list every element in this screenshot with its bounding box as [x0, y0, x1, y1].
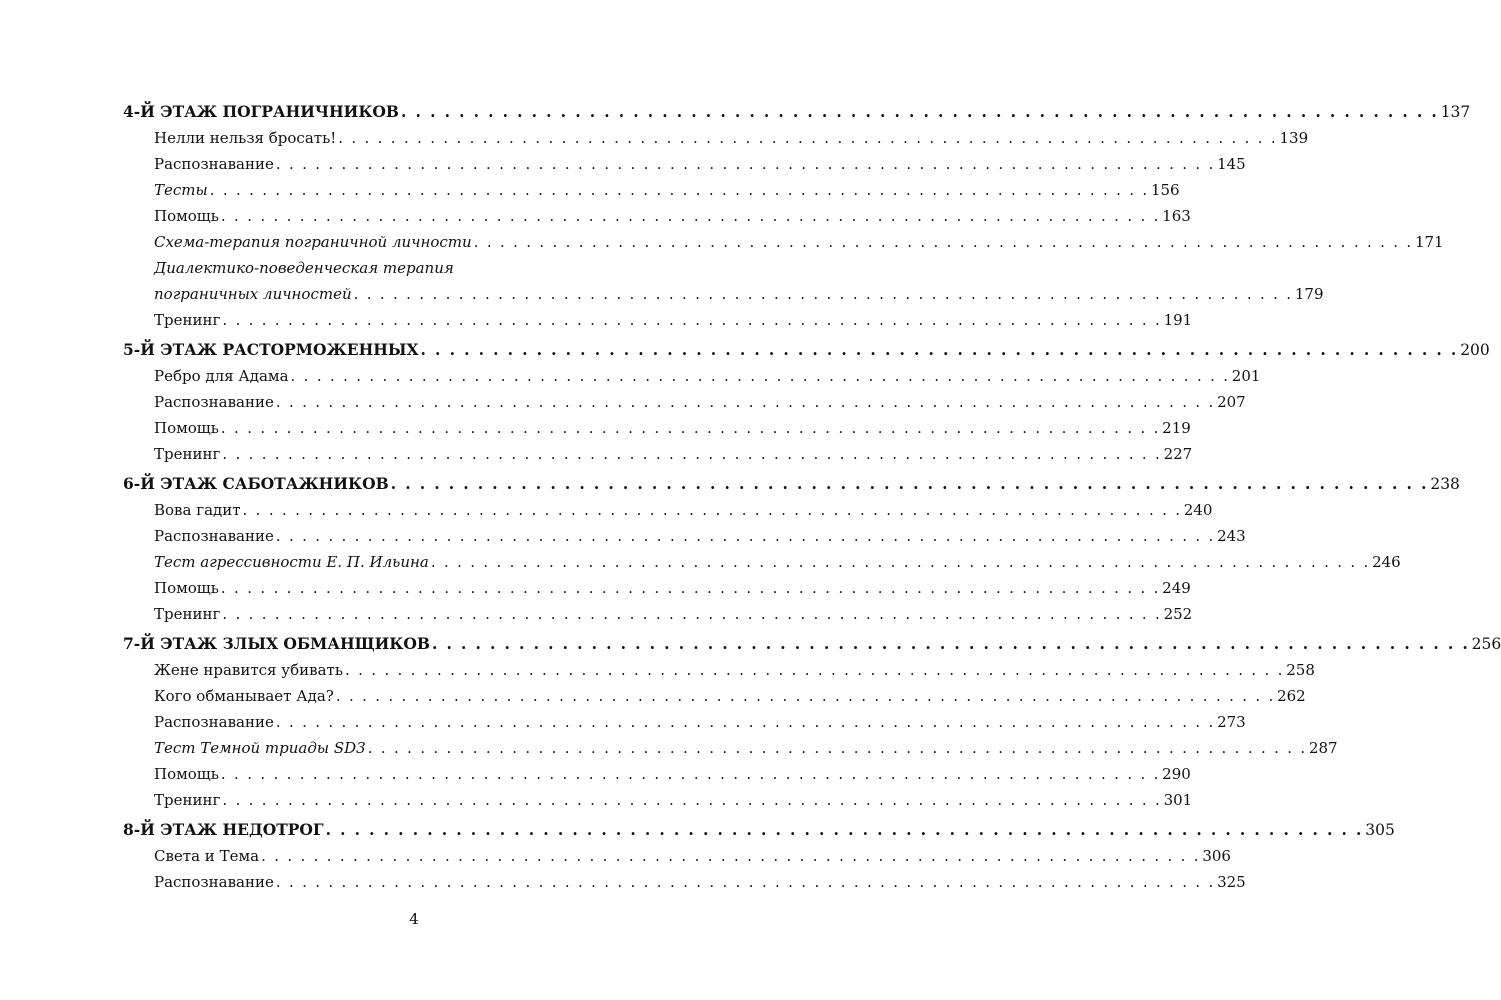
toc-leader-dots: . . . . . . . . . . . . . . . . . . . . . . . . . . . . . . . . . . . . . . . . . . . . . . . . . . . . . . . . . . . . . . . . . . . . . . . . [242, 501, 1182, 519]
toc-leader-dots: . . . . . . . . . . . . . . . . . . . . . . . . . . . . . . . . . . . . . . . . . . . . . . . . . . . . . . . . . . . . . . . . . . . . . . . . [222, 605, 1162, 623]
toc-leader-dots: . . . . . . . . . . . . . . . . . . . . . . . . . . . . . . . . . . . . . . . . . . . . . . . . . . . . . . . . . . . . . . . . . . . . . . . . [222, 791, 1162, 809]
toc-leader-dots: . . . . . . . . . . . . . . . . . . . . . . . . . . . . . . . . . . . . . . . . . . . . . . . . . . . . . . . . . . . . . . . . . . . . . . . . [390, 474, 1429, 493]
toc-page-number: 273 [1217, 713, 1246, 731]
toc-chapter-title: 4-Й ЭТАЖ ПОГРАНИЧНИКОВ [123, 102, 400, 121]
toc-page-number: 258 [1286, 661, 1315, 679]
toc-chapter-title: 6-Й ЭТАЖ САБОТАЖНИКОВ [123, 474, 389, 493]
toc-chapter-title: 8-Й ЭТАЖ НЕДОТРОГ [123, 820, 324, 839]
toc-page-number: 243 [1217, 527, 1246, 545]
toc-leader-dots: . . . . . . . . . . . . . . . . . . . . . . . . . . . . . . . . . . . . . . . . . . . . . . . . . . . . . . . . . . . . . . . . . . . . . . . . [275, 155, 1216, 173]
toc-entry-row [123, 843, 1231, 869]
toc-entry-title: Помощь [154, 419, 219, 437]
toc-entry-row [123, 255, 705, 281]
toc-entry-title: Помощь [154, 579, 219, 597]
toc-entry-title: Тренинг [154, 445, 221, 463]
toc-leader-dots: . . . . . . . . . . . . . . . . . . . . . . . . . . . . . . . . . . . . . . . . . . . . . . . . . . . . . . . . . . . . . . . . . . . . . . . . [275, 393, 1216, 411]
toc-entry-title: Кого обманывает Ада? [154, 687, 334, 705]
toc-leader-dots: . . . . . . . . . . . . . . . . . . . . . . . . . . . . . . . . . . . . . . . . . . . . . . . . . . . . . . . . . . . . . . . . . . . . . . . . [367, 739, 1307, 757]
toc-leader-dots: . . . . . . . . . . . . . . . . . . . . . . . . . . . . . . . . . . . . . . . . . . . . . . . . . . . . . . . . . . . . . . . . . . . . . . . . [353, 285, 1293, 303]
toc-page-number: 252 [1163, 605, 1193, 623]
toc-leader-dots: . . . . . . . . . . . . . . . . . . . . . . . . . . . . . . . . . . . . . . . . . . . . . . . . . . . . . . . . . . . . . . . . . . . . . . . . [430, 553, 1371, 571]
toc-entry-title: Тесты [154, 181, 208, 199]
toc-page-number: 171 [1414, 233, 1444, 251]
toc-entry-title: Вова гадит [154, 501, 241, 519]
toc-leader-dots: . . . . . . . . . . . . . . . . . . . . . . . . . . . . . . . . . . . . . . . . . . . . . . . . . . . . . . . . . . . . . . . . . . . . . . . . [261, 847, 1201, 865]
toc-entry-row [123, 441, 1193, 467]
toc-leader-dots: . . . . . . . . . . . . . . . . . . . . . . . . . . . . . . . . . . . . . . . . . . . . . . . . . . . . . . . . . . . . . . . . . . . . . . . . [473, 233, 1413, 251]
toc-entry-title: Жене нравится убивать [154, 661, 343, 679]
toc-entry-row [123, 575, 1191, 601]
toc-entry-title: Тренинг [154, 791, 221, 809]
toc-leader-dots: . . . . . . . . . . . . . . . . . . . . . . . . . . . . . . . . . . . . . . . . . . . . . . . . . . . . . . . . . . . . . . . . . . . . . . . . [222, 311, 1162, 329]
toc-entry-row [123, 497, 1213, 523]
toc-page-number: 207 [1217, 393, 1246, 411]
toc-leader-dots: . . . . . . . . . . . . . . . . . . . . . . . . . . . . . . . . . . . . . . . . . . . . . . . . . . . . . . . . . . . . . . . . . . . . . . . . [275, 527, 1216, 545]
toc-entry-title: Тренинг [154, 311, 221, 329]
toc-entry-row [123, 657, 1315, 683]
toc-leader-dots: . . . . . . . . . . . . . . . . . . . . . . . . . . . . . . . . . . . . . . . . . . . . . . . . . . . . . . . . . . . . . . . . . . . . . . . . [290, 367, 1230, 385]
toc-entry-title: Тест Темной триады SD3 [154, 739, 366, 757]
toc-page-number: 249 [1162, 579, 1191, 597]
toc-leader-dots: . . . . . . . . . . . . . . . . . . . . . . . . . . . . . . . . . . . . . . . . . . . . . . . . . . . . . . . . . . . . . . . . . . . . . . . . [275, 873, 1216, 891]
toc-page-number: 306 [1202, 847, 1231, 865]
toc-leader-dots: . . . . . . . . . . . . . . . . . . . . . . . . . . . . . . . . . . . . . . . . . . . . . . . . . . . . . . . . . . . . . . . . . . . . . . . . [431, 634, 1470, 653]
toc-page-number: 325 [1217, 873, 1246, 891]
toc-entry-row [123, 281, 1324, 307]
toc-chapter-title: 5-Й ЭТАЖ РАСТОРМОЖЕННЫХ [123, 340, 419, 359]
toc-entry-title: Схема-терапия пограничной личности [154, 233, 472, 251]
toc-page-number: 191 [1163, 311, 1193, 329]
toc-entry-title: Распознавание [154, 155, 274, 173]
toc-page-number: 240 [1183, 501, 1213, 519]
toc-entry-row [123, 709, 1246, 735]
toc-leader-dots: . . . . . . . . . . . . . . . . . . . . . . . . . . . . . . . . . . . . . . . . . . . . . . . . . . . . . . . . . . . . . . . . . . . . . . . . [325, 820, 1364, 839]
toc-entry-title: Диалектико-поведенческая терапия [154, 259, 454, 277]
toc-leader-dots: . . . . . . . . . . . . . . . . . . . . . . . . . . . . . . . . . . . . . . . . . . . . . . . . . . . . . . . . . . . . . . . . . . . . . . . . [220, 207, 1161, 225]
toc-entry-row [123, 389, 1246, 415]
toc-entry-row [123, 415, 1191, 441]
toc-entry-row [123, 523, 1246, 549]
toc-chapter-row [123, 817, 1395, 843]
page-number: 4 [409, 910, 419, 928]
toc-leader-dots: . . . . . . . . . . . . . . . . . . . . . . . . . . . . . . . . . . . . . . . . . . . . . . . . . . . . . . . . . . . . . . . . . . . . . . . . [401, 102, 1439, 121]
toc-entry-row [123, 761, 1191, 787]
toc-page-number: 156 [1150, 181, 1180, 199]
toc-entry-row [123, 549, 1401, 575]
toc-entry-row [123, 177, 1180, 203]
toc-leader-dots: . . . . . . . . . . . . . . . . . . . . . . . . . . . . . . . . . . . . . . . . . . . . . . . . . . . . . . . . . . . . . . . . . . . . . . . . [338, 129, 1278, 147]
toc-leader-dots: . . . . . . . . . . . . . . . . . . . . . . . . . . . . . . . . . . . . . . . . . . . . . . . . . . . . . . . . . . . . . . . . . . . . . . . . [420, 340, 1459, 359]
toc-leader-dots: . . . . . . . . . . . . . . . . . . . . . . . . . . . . . . . . . . . . . . . . . . . . . . . . . . . . . . . . . . . . . . . . . . . . . . . . [220, 765, 1161, 783]
toc-entry-title: пограничных личностей [154, 285, 352, 303]
toc-leader-dots: . . . . . . . . . . . . . . . . . . . . . . . . . . . . . . . . . . . . . . . . . . . . . . . . . . . . . . . . . . . . . . . . . . . . . . . . [220, 579, 1161, 597]
toc-page-number: 238 [1430, 475, 1460, 493]
toc-page-number: 287 [1308, 739, 1338, 757]
toc-entry-row [123, 683, 1306, 709]
toc-page-number: 301 [1163, 791, 1193, 809]
toc-page-number: 246 [1372, 553, 1401, 571]
toc-page-number: 227 [1163, 445, 1193, 463]
toc-page-number: 290 [1162, 765, 1191, 783]
toc-chapter-row [123, 99, 1471, 125]
toc-page-number: 137 [1440, 103, 1471, 121]
toc-entry-row [123, 203, 1191, 229]
toc-entry-row [123, 229, 1444, 255]
toc-entry-title: Распознавание [154, 873, 274, 891]
toc-entry-row [123, 869, 1246, 895]
toc-entry-row [123, 151, 1246, 177]
toc-page-number: 139 [1279, 129, 1309, 147]
toc-page-number: 305 [1365, 821, 1395, 839]
toc-chapter-row [123, 337, 1490, 363]
toc-entry-title: Помощь [154, 765, 219, 783]
toc-page-number: 256 [1471, 635, 1501, 653]
toc-leader-dots: . . . . . . . . . . . . . . . . . . . . . . . . . . . . . . . . . . . . . . . . . . . . . . . . . . . . . . . . . . . . . . . . . . . . . . . . [222, 445, 1162, 463]
toc-chapter-row [123, 471, 1460, 497]
toc-chapter-title: 7-Й ЭТАЖ ЗЛЫХ ОБМАНЩИКОВ [123, 634, 430, 653]
toc-page-number: 145 [1217, 155, 1246, 173]
toc-entry-title: Света и Тема [154, 847, 260, 865]
toc-page-number: 201 [1231, 367, 1261, 385]
toc-leader-dots: . . . . . . . . . . . . . . . . . . . . . . . . . . . . . . . . . . . . . . . . . . . . . . . . . . . . . . . . . . . . . . . . . . . . . . . . [345, 661, 1285, 679]
toc-entry-row [123, 307, 1193, 333]
toc-entry-row [123, 787, 1193, 813]
toc-leader-dots: . . . . . . . . . . . . . . . . . . . . . . . . . . . . . . . . . . . . . . . . . . . . . . . . . . . . . . . . . . . . . . . . . . . . . . . . [209, 181, 1149, 199]
table-of-contents [123, 99, 1501, 895]
toc-entry-row [123, 363, 1261, 389]
toc-leader-dots: . . . . . . . . . . . . . . . . . . . . . . . . . . . . . . . . . . . . . . . . . . . . . . . . . . . . . . . . . . . . . . . . . . . . . . . . [275, 713, 1216, 731]
toc-entry-title: Тест агрессивности Е. П. Ильина [154, 553, 429, 571]
toc-leader-dots: . . . . . . . . . . . . . . . . . . . . . . . . . . . . . . . . . . . . . . . . . . . . . . . . . . . . . . . . . . . . . . . . . . . . . . . . [220, 419, 1161, 437]
toc-page-number: 262 [1277, 687, 1306, 705]
toc-page-number: 179 [1294, 285, 1324, 303]
toc-page-number: 200 [1460, 341, 1490, 359]
toc-entry-title: Ребро для Адама [154, 367, 289, 385]
toc-entry-title: Распознавание [154, 393, 274, 411]
toc-entry-row [123, 601, 1193, 627]
toc-entry-row [123, 125, 1309, 151]
toc-page-number: 219 [1162, 419, 1191, 437]
toc-page-number: 163 [1162, 207, 1191, 225]
toc-entry-row [123, 735, 1338, 761]
toc-entry-title: Нелли нельзя бросать! [154, 129, 337, 147]
toc-leader-dots: . . . . . . . . . . . . . . . . . . . . . . . . . . . . . . . . . . . . . . . . . . . . . . . . . . . . . . . . . . . . . . . . . . . . . . . . [335, 687, 1276, 705]
toc-entry-title: Распознавание [154, 527, 274, 545]
toc-entry-title: Помощь [154, 207, 219, 225]
toc-chapter-row [123, 631, 1501, 657]
toc-entry-title: Распознавание [154, 713, 274, 731]
toc-entry-title: Тренинг [154, 605, 221, 623]
